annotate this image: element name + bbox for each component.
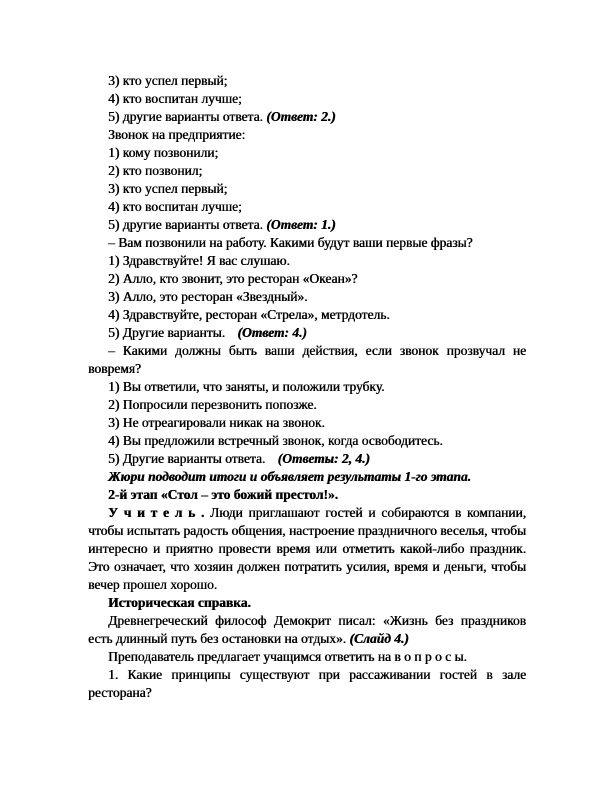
list-item	[88, 252, 526, 270]
answer-note: (Ответ: 4.)	[237, 325, 307, 340]
list-item	[88, 180, 526, 198]
document-content	[88, 72, 526, 702]
teacher-paragraph	[88, 504, 526, 594]
jury-note	[88, 468, 526, 486]
list-item	[88, 450, 526, 468]
list-item-text: 1) Вы ответили, что заняты, и положили трубку.	[108, 379, 385, 394]
question-item-text: 1. Какие принципы существуют при рассаживании гостей в зале ресторана?	[88, 667, 526, 700]
list-item-text: 4) кто воспитан лучше;	[108, 91, 242, 106]
list-item-text: 5) Другие варианты ответа.	[108, 451, 269, 466]
answer-note: (Ответы: 2, 4.)	[277, 451, 370, 466]
historical-quote	[88, 612, 526, 648]
dialogue-question	[88, 342, 526, 378]
list-item	[88, 72, 526, 90]
stage-heading-text: 2-й этап «Стол – это божий престол!».	[108, 487, 338, 502]
list-item-text: 1) Здравствуйте! Я вас слушаю.	[108, 253, 290, 268]
list-item	[88, 432, 526, 450]
list-item-text: 3) кто успел первый;	[108, 73, 228, 88]
list-item-text: 4) Вы предложили встречный звонок, когда освободитесь.	[108, 433, 443, 448]
list-item	[88, 378, 526, 396]
list-item-text: 4) Здравствуйте, ресторан «Стрела», метрдотель.	[108, 307, 390, 322]
teacher-label: У ч и т е л ь .	[108, 505, 205, 520]
stage-heading	[88, 486, 526, 504]
list-item-text: 2) Попросили перезвонить попозже.	[108, 397, 317, 412]
section-heading-text: Историческая справка.	[108, 595, 251, 610]
list-item-text: 2) кто позвонил;	[108, 163, 203, 178]
list-item	[88, 288, 526, 306]
list-item-text: 5) другие варианты ответа.	[108, 109, 267, 124]
list-item-text: 3) кто успел первый;	[108, 181, 228, 196]
dialogue-question-text: – Вам позвонили на работу. Какими будут ваши первые фразы?	[108, 235, 473, 250]
list-item-text: 5) Другие варианты.	[108, 325, 229, 340]
historical-quote-text: Древнегреческий философ Демокрит писал: «Жизнь без праздников есть длинный путь без остановки на отдых».	[88, 613, 526, 646]
question-item	[88, 666, 526, 702]
answer-note: (Ответ: 2.)	[266, 109, 336, 124]
list-item	[88, 144, 526, 162]
list-item	[88, 324, 526, 342]
paragraph	[88, 126, 526, 144]
list-item-text: 4) кто воспитан лучше;	[108, 199, 242, 214]
list-item-text: 3) Не отреагировали никак на звонок.	[108, 415, 325, 430]
paragraph-text: Преподаватель предлагает учащимся ответить на в о п р о с ы.	[108, 649, 467, 664]
dialogue-question-text: – Какими должны быть ваши действия, если звонок прозвучал не вовремя?	[88, 343, 526, 376]
list-item	[88, 270, 526, 288]
answer-note: (Ответ: 1.)	[266, 217, 336, 232]
jury-note-text: Жюри подводит итоги и объявляет результаты 1-го этапа.	[108, 469, 471, 484]
list-item	[88, 306, 526, 324]
list-item-text: 2) Алло, кто звонит, это ресторан «Океан»?	[108, 271, 358, 286]
dialogue-question	[88, 234, 526, 252]
list-item	[88, 198, 526, 216]
list-item	[88, 162, 526, 180]
teacher-paragraph-text: Люди приглашают гостей и собираются в компании, чтобы испытать радость общения, настроение праздничного веселья, чтобы интересно и приятно провести время или отметить какой-либо праздник. Это означает, что хозяин должен потратить усилия, время и деньги, чтобы вечер прошел хорошо.	[88, 505, 526, 592]
section-heading	[88, 594, 526, 612]
paragraph	[88, 648, 526, 666]
list-item	[88, 396, 526, 414]
list-item	[88, 414, 526, 432]
list-item	[88, 108, 526, 126]
list-item-text: 1) кому позвонили;	[108, 145, 219, 160]
list-item-text: 3) Алло, это ресторан «Звездный».	[108, 289, 308, 304]
slide-note: (Слайд 4.)	[349, 631, 409, 646]
list-item	[88, 216, 526, 234]
paragraph-text: Звонок на предприятие:	[108, 127, 246, 142]
list-item-text: 5) другие варианты ответа.	[108, 217, 267, 232]
list-item	[88, 90, 526, 108]
